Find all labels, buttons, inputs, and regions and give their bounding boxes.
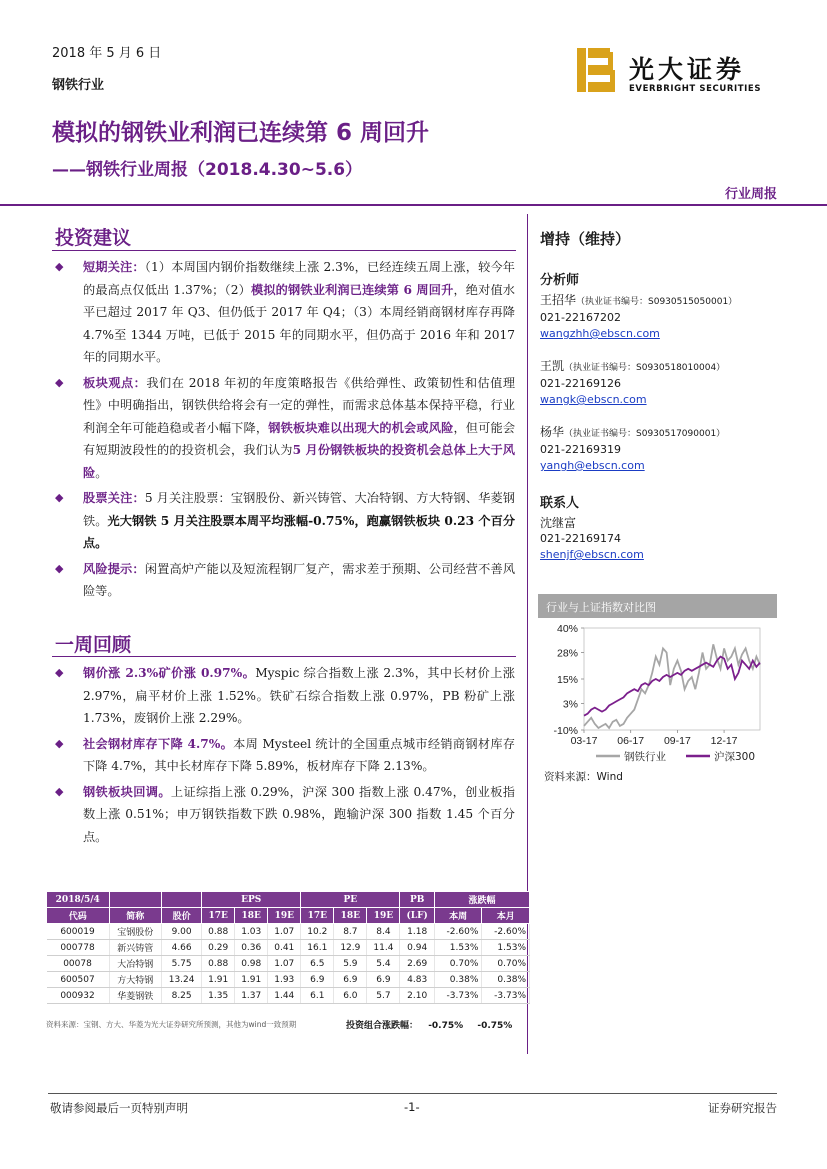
table-cell: 宝钢股份 [109, 924, 162, 940]
everbright-logo [577, 48, 777, 98]
table-header-cell [109, 892, 162, 908]
table-header-cell: 本月 [482, 908, 530, 924]
table-cell: 1.35 [202, 988, 235, 1004]
table-row [47, 972, 530, 988]
table-cell: 0.29 [202, 940, 235, 956]
table-cell: 1.91 [235, 972, 268, 988]
rating: 增持（维持） [540, 230, 631, 248]
invest-bullet-sector-view: ◆ 板块观点：我们在 2018 年初的年度策略报告《供给弹性、政策韧性和估值理性》中明确指出，钢铁供给将会有一定的弹性，而需求总体基本保持平稳，行业利润全年可能趋稳或者小幅下降，钢铁板块难以出现大的机会或风险，但可能会有短期波段性的的投资机会，我们认为5 月份钢铁板块的投资机会总体上大于风险。 [55, 372, 515, 485]
table-cell: 1.53% [482, 940, 530, 956]
portfolio-total: 投资组合涨跌幅： -0.75% -0.75% [346, 1021, 513, 1031]
everbright-logo-icon [577, 48, 615, 92]
logo-cn: 光大证券 [629, 55, 746, 84]
invest-underline [52, 250, 516, 251]
table-cell: 0.88 [202, 956, 235, 972]
contact-email-link[interactable]: shenjf@ebscn.com [540, 548, 644, 561]
invest-title: 投资建议 [55, 227, 132, 249]
contact-card: 沈继富 021-22169174 shenjf@ebscn.com [540, 516, 644, 561]
table-cell: 0.38% [482, 972, 530, 988]
analyst-card: 王招华（执业证书编号：S0930515050001） 021-22167202 wangzhh@ebscn.com [540, 293, 738, 340]
x-tick-label: 06-17 [617, 735, 645, 747]
table-header-cell: 19E [268, 908, 301, 924]
footer-report-label: 证券研究报告 [708, 1101, 777, 1115]
invest-bullet-short-term: ◆ 短期关注：（1）本周国内钢价指数继续上涨 2.3%，已经连续五周上涨，较今年的最高点仅低出 1.37%；（2）模拟的钢铁业利润已连续第 6 周回升，绝对值水平已超过 2017 年 Q3、但仍低于 2017 年 Q4；（3）本周经销商钢材库存再降 4.7%至 1344 万吨，已低于 2015 年的同期水平，但仍高于 2016 年和 2017 年的同期水平。 [55, 256, 515, 369]
table-cell: 6.5 [301, 956, 334, 972]
table-cell: 9.00 [162, 924, 202, 940]
table-cell: 4.66 [162, 940, 202, 956]
industry-label: 钢铁行业 [52, 78, 105, 93]
analyst-card: 杨华（执业证书编号：S0930517090001） 021-22169319 yangh@ebscn.com [540, 425, 726, 472]
table-cell: 1.07 [268, 924, 301, 940]
contact-heading: 联系人 [540, 496, 580, 511]
table-cell: 8.25 [162, 988, 202, 1004]
table-cell: 16.1 [301, 940, 334, 956]
table-row [47, 988, 530, 1004]
table-cell: 13.24 [162, 972, 202, 988]
table-cell: 0.98 [235, 956, 268, 972]
table-cell: 6.9 [367, 972, 400, 988]
table-cell: 新兴铸管 [109, 940, 162, 956]
week-bullet-sector: ◆ 钢铁板块回调。上证综指上涨 0.29%，沪深 300 指数上涨 0.47%，创业板指数上涨 0.51%；申万钢铁指数下跌 0.98%，跑输沪深 300 指数 1.45 个百分点。 [55, 781, 515, 849]
analyst-email-link[interactable]: wangzhh@ebscn.com [540, 327, 660, 340]
series-line [584, 657, 760, 716]
week-bullet-prices: ◆ 钢价涨 2.3%矿价涨 0.97%。Myspic 综合指数上涨 2.3%，其中长材价上涨 2.97%，扁平材价上涨 1.52%。铁矿石综合指数上涨 0.97%，PB 粉矿上涨 1.73%，废钢价上涨 2.29%。 [55, 662, 515, 730]
footer-disclaimer: 敬请参阅最后一页特别声明 [50, 1101, 188, 1115]
table-header-cell: 17E [202, 908, 235, 924]
table-header-cell: EPS [202, 892, 301, 908]
table-cell: 1.91 [202, 972, 235, 988]
table-cell: 华菱钢铁 [109, 988, 162, 1004]
table-cell: 0.94 [400, 940, 435, 956]
y-tick-label: 15% [556, 674, 578, 686]
table-cell: -3.73% [482, 988, 530, 1004]
table-cell: 方大特钢 [109, 972, 162, 988]
table-header-cell: 股价 [162, 908, 202, 924]
table-cell: 6.0 [334, 988, 367, 1004]
table-cell: 000932 [47, 988, 110, 1004]
logo-en: EVERBRIGHT SECURITIES [629, 84, 762, 94]
y-tick-label: -10% [553, 725, 578, 737]
table-header-cell: 代码 [47, 908, 110, 924]
table-row [47, 956, 530, 972]
table-cell: 5.7 [367, 988, 400, 1004]
analyst-email-link[interactable]: wangk@ebscn.com [540, 393, 647, 406]
table-cell: 5.9 [334, 956, 367, 972]
report-title: 模拟的钢铁业利润已连续第 6 周回升 [52, 120, 430, 146]
stock-table [46, 891, 530, 1004]
chart-svg [538, 618, 777, 768]
table-header-cell: 19E [367, 908, 400, 924]
table-cell: 1.53% [434, 940, 481, 956]
table-cell: 1.37 [235, 988, 268, 1004]
y-tick-label: 28% [556, 647, 578, 660]
table-cell: 0.70% [434, 956, 481, 972]
table-cell: 2.69 [400, 956, 435, 972]
table-cell: 6.9 [301, 972, 334, 988]
table-cell: 5.75 [162, 956, 202, 972]
report-date: 2018 年 5 月 6 日 [52, 46, 162, 61]
table-cell: 600507 [47, 972, 110, 988]
table-row [47, 940, 530, 956]
footer-divider [48, 1093, 777, 1094]
table-header-cell: 2018/5/4 [47, 892, 110, 908]
table-cell: 0.36 [235, 940, 268, 956]
table-cell: 0.88 [202, 924, 235, 940]
table-header-cell: 18E [235, 908, 268, 924]
table-header-cell: 17E [301, 908, 334, 924]
table-cell: -2.60% [434, 924, 481, 940]
table-cell: 600019 [47, 924, 110, 940]
comparison-chart [538, 594, 777, 772]
table-cell: 1.18 [400, 924, 435, 940]
table-cell: 4.83 [400, 972, 435, 988]
page-number: -1- [404, 1100, 420, 1114]
diamond-bullet-icon: ◆ [55, 784, 64, 798]
table-cell: 8.7 [334, 924, 367, 940]
legend-label: 钢铁行业 [624, 751, 666, 763]
chart-title: 行业与上证指数对比图 [538, 594, 777, 618]
y-tick-label: 3% [562, 698, 578, 711]
invest-bullet-risk: ◆ 风险提示：闲置高炉产能以及短流程钢厂复产，需求差于预期、公司经营不善风险等。 [55, 558, 515, 603]
header-divider [0, 204, 827, 206]
analyst-email-link[interactable]: yangh@ebscn.com [540, 459, 645, 472]
table-cell: 0.41 [268, 940, 301, 956]
table-cell: 12.9 [334, 940, 367, 956]
invest-bullet-stocks: ◆ 股票关注：5 月关注股票：宝钢股份、新兴铸管、大冶特钢、方大特钢、华菱钢铁。光大钢铁 5 月关注股票本周平均涨幅-0.75%，跑赢钢铁板块 0.23 个百分点。 [55, 487, 515, 555]
diamond-bullet-icon: ◆ [55, 666, 64, 679]
diamond-bullet-icon: ◆ [55, 260, 64, 273]
table-header-cell: 涨跌幅 [434, 892, 529, 908]
table-header-cell: PB [400, 892, 435, 908]
table-cell: 1.03 [235, 924, 268, 940]
table-cell: 10.2 [301, 924, 334, 940]
table-cell: 1.07 [268, 956, 301, 972]
table-cell: -2.60% [482, 924, 530, 940]
diamond-bullet-icon: ◆ [55, 375, 64, 389]
analyst-heading: 分析师 [540, 273, 580, 288]
diamond-bullet-icon: ◆ [55, 561, 64, 575]
table-cell: 0.38% [434, 972, 481, 988]
week-bullet-inventory: ◆ 社会钢材库存下降 4.7%。本周 Mysteel 统计的全国重点城市经销商钢材库存下降 4.7%，其中长材库存下降 5.89%，板材库存下降 2.13%。 [55, 733, 515, 778]
report-type: 行业周报 [724, 187, 777, 202]
table-cell: 6.9 [334, 972, 367, 988]
table-subheader-row [47, 908, 530, 924]
x-tick-label: 12-17 [710, 735, 738, 747]
week-bullets [55, 662, 515, 851]
diamond-bullet-icon: ◆ [55, 491, 64, 504]
x-tick-label: 03-17 [570, 735, 598, 747]
table-header-row [47, 892, 530, 908]
table-header-cell: PE [301, 892, 400, 908]
legend-label: 沪深300 [714, 751, 756, 763]
table-cell: 6.1 [301, 988, 334, 1004]
table-header-cell [162, 892, 202, 908]
table-header-cell: (LF) [400, 908, 435, 924]
table-cell: 5.4 [367, 956, 400, 972]
diamond-bullet-icon: ◆ [55, 736, 64, 750]
x-tick-label: 09-17 [663, 735, 691, 747]
chart-source: 资料来源：Wind [544, 771, 623, 783]
table-note: 资料来源：宝钢、方大、华菱为光大证券研究所预测，其他为wind一致预期 [46, 1020, 297, 1029]
table-cell: -3.73% [434, 988, 481, 1004]
table-cell: 0.70% [482, 956, 530, 972]
series-line [584, 644, 760, 728]
table-cell: 8.4 [367, 924, 400, 940]
table-cell: 000778 [47, 940, 110, 956]
table-header-cell: 本周 [434, 908, 481, 924]
invest-bullets [55, 256, 515, 606]
week-title: 一周回顾 [55, 634, 132, 656]
y-tick-label: 40% [556, 623, 578, 635]
table-cell: 00078 [47, 956, 110, 972]
analyst-card: 王凯（执业证书编号：S0930518010004） 021-22169126 wangk@ebscn.com [540, 359, 726, 406]
table-cell: 大冶特钢 [109, 956, 162, 972]
table-header-cell: 18E [334, 908, 367, 924]
table-header-cell: 简称 [109, 908, 162, 924]
week-underline [52, 656, 516, 657]
table-cell: 1.93 [268, 972, 301, 988]
report-subtitle: ——钢铁行业周报（2018.4.30~5.6） [52, 160, 363, 180]
table-cell: 2.10 [400, 988, 435, 1004]
table-row [47, 924, 530, 940]
table-cell: 1.44 [268, 988, 301, 1004]
table-cell: 11.4 [367, 940, 400, 956]
